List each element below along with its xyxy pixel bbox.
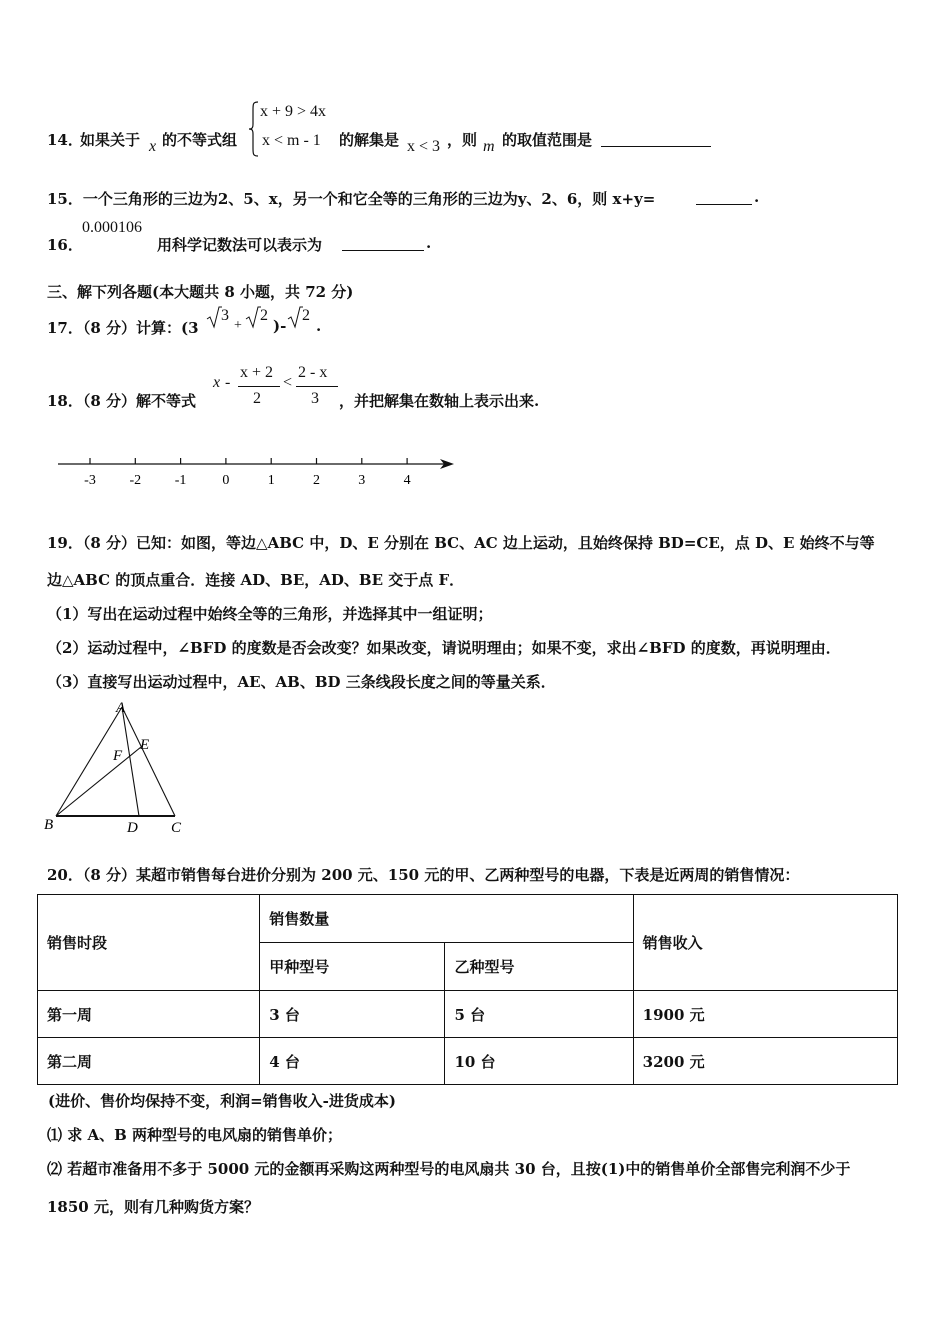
header-type-a: 甲种型号 <box>260 943 445 991</box>
q20-sub-2-line-1: ⑵ 若超市准备用不多于 5000 元的金额再采购这两种型号的电风扇共 30 台，且按(1)中的销售单价全部售完利润不少于 <box>47 1160 851 1178</box>
q18-frac1-bar <box>238 386 280 387</box>
q18-frac2-numerator: 2 - x <box>298 364 328 381</box>
q20-intro: 20．（8 分）某超市销售每台进价分别为 200 元、150 元的甲、乙两种型号的电器，下表是近两周的销售情况： <box>47 866 800 884</box>
q14-text-5: 的取值范围是 <box>502 131 593 149</box>
number-line-tick-label: -1 <box>174 473 187 488</box>
q19-line-1: 19．（8 分）已知：如图，等边△ABC 中，D、E 分别在 BC、AC 边上运动，且始终保持 BD=CE，点 D、E 始终不与等 <box>47 534 875 552</box>
sales-table <box>37 894 898 1085</box>
q18-x: x <box>213 374 221 391</box>
cell-income: 1900 元 <box>633 991 897 1038</box>
q18-less-than: < <box>283 374 293 391</box>
q14-system-line-1: x + 9 > 4x <box>260 103 327 120</box>
q14-var-m: m <box>483 138 495 155</box>
number-line-tick-label: 4 <box>403 473 411 488</box>
q17-radicand-3: 2 <box>302 307 310 324</box>
triangle-figure <box>40 695 190 840</box>
q19-part-3: （3）直接写出运动过程中，AE、AB、BD 三条线段长度之间的等量关系． <box>47 673 556 691</box>
section-3-title: 三、解下列各题(本大题共 8 小题，共 72 分) <box>47 283 354 301</box>
table-row <box>38 991 898 1038</box>
q18-frac1-numerator: x + 2 <box>240 364 274 381</box>
number-line-tick-label: -2 <box>129 473 142 488</box>
q14-var-x: x <box>149 138 157 155</box>
q17-mid: )- <box>273 317 287 335</box>
header-type-b: 乙种型号 <box>445 943 633 991</box>
q14-text-3: 的解集是 <box>339 131 400 149</box>
q17-radicand-2: 2 <box>260 307 268 324</box>
cell-type-a: 3 台 <box>260 991 445 1038</box>
q14-brace <box>248 100 260 158</box>
header-quantity: 销售数量 <box>260 895 633 943</box>
q18-tail: ，并把解集在数轴上表示出来. <box>339 392 540 410</box>
q18-label: 18．（8 分）解不等式 <box>47 392 197 410</box>
cell-period: 第一周 <box>38 991 260 1038</box>
q20-sub-1: ⑴ 求 A、B 两种型号的电风扇的销售单价； <box>47 1126 342 1144</box>
q17-sqrt-sign-3 <box>287 305 303 329</box>
q16-number: 16． <box>47 236 83 254</box>
q17-end: . <box>316 317 322 335</box>
header-income: 销售收入 <box>633 895 897 991</box>
q14-solution: x < 3 <box>407 138 441 155</box>
cell-type-b: 10 台 <box>445 1038 633 1085</box>
number-line-tick-label: 2 <box>313 473 320 488</box>
q17-label: 17．（8 分）计算：(3 <box>47 319 199 337</box>
header-period: 销售时段 <box>38 895 260 991</box>
q14-text-4: ，则 <box>447 131 478 149</box>
q14-answer-blank <box>601 145 711 147</box>
q15-text: 15．一个三角形的三边为2、5、x，另一个和它全等的三角形的三边为y、2、6，则 x+y= <box>47 190 656 208</box>
label-a: A <box>116 700 126 716</box>
label-c: C <box>171 820 182 836</box>
q20-sub-2-line-2: 1850 元，则有几种购货方案？ <box>47 1198 259 1216</box>
q18-frac1-denominator: 2 <box>253 390 261 407</box>
cell-type-b: 5 台 <box>445 991 633 1038</box>
q14-text-2: 的不等式组 <box>162 131 238 149</box>
q16-end: . <box>426 234 432 252</box>
q17-sqrt-sign-1 <box>206 305 222 329</box>
number-line <box>50 450 470 494</box>
q14-number: 14． <box>47 131 83 149</box>
number-line-tick-label: -3 <box>84 473 96 488</box>
q19-part-1: （1）写出在运动过程中始终全等的三角形，并选择其中一组证明； <box>47 605 493 623</box>
q18-frac2-bar <box>296 386 338 387</box>
cell-period: 第二周 <box>38 1038 260 1085</box>
cell-type-a: 4 台 <box>260 1038 445 1085</box>
q14-text-1: 如果关于 <box>80 131 141 149</box>
q15-end: . <box>754 188 760 206</box>
label-d: D <box>127 820 138 836</box>
q16-text: 用科学记数法可以表示为 <box>157 236 323 254</box>
table-row <box>38 1038 898 1085</box>
number-line-tick-label: 0 <box>222 473 230 488</box>
label-e: E <box>140 737 150 753</box>
number-line-tick-label: 3 <box>358 473 366 488</box>
number-line-tick-label: 1 <box>267 473 275 488</box>
q16-value: 0.000106 <box>82 219 142 236</box>
q18-frac2-denominator: 3 <box>311 390 319 407</box>
label-f: F <box>113 748 123 764</box>
q18-minus: - <box>225 374 231 391</box>
q17-plus: + <box>234 318 242 333</box>
q19-line-2: 边△ABC 的顶点重合．连接 AD、BE，AD、BE 交于点 F． <box>47 571 465 589</box>
label-b: B <box>44 817 54 833</box>
q20-note: (进价、售价均保持不变，利润=销售收入-进货成本) <box>48 1092 396 1110</box>
table-header-row <box>38 895 898 943</box>
q19-part-2: （2）运动过程中，∠BFD 的度数是否会改变？如果改变，请说明理由；如果不变，求出∠BFD 的度数，再说明理由． <box>47 639 841 657</box>
q16-answer-blank <box>342 249 424 251</box>
q15-answer-blank <box>696 203 752 205</box>
q14-system-line-2: x < m - 1 <box>262 132 321 149</box>
q17-radicand-1: 3 <box>221 307 229 324</box>
segment-be <box>56 747 141 816</box>
cell-income: 3200 元 <box>633 1038 897 1085</box>
q17-sqrt-sign-2 <box>245 305 261 329</box>
